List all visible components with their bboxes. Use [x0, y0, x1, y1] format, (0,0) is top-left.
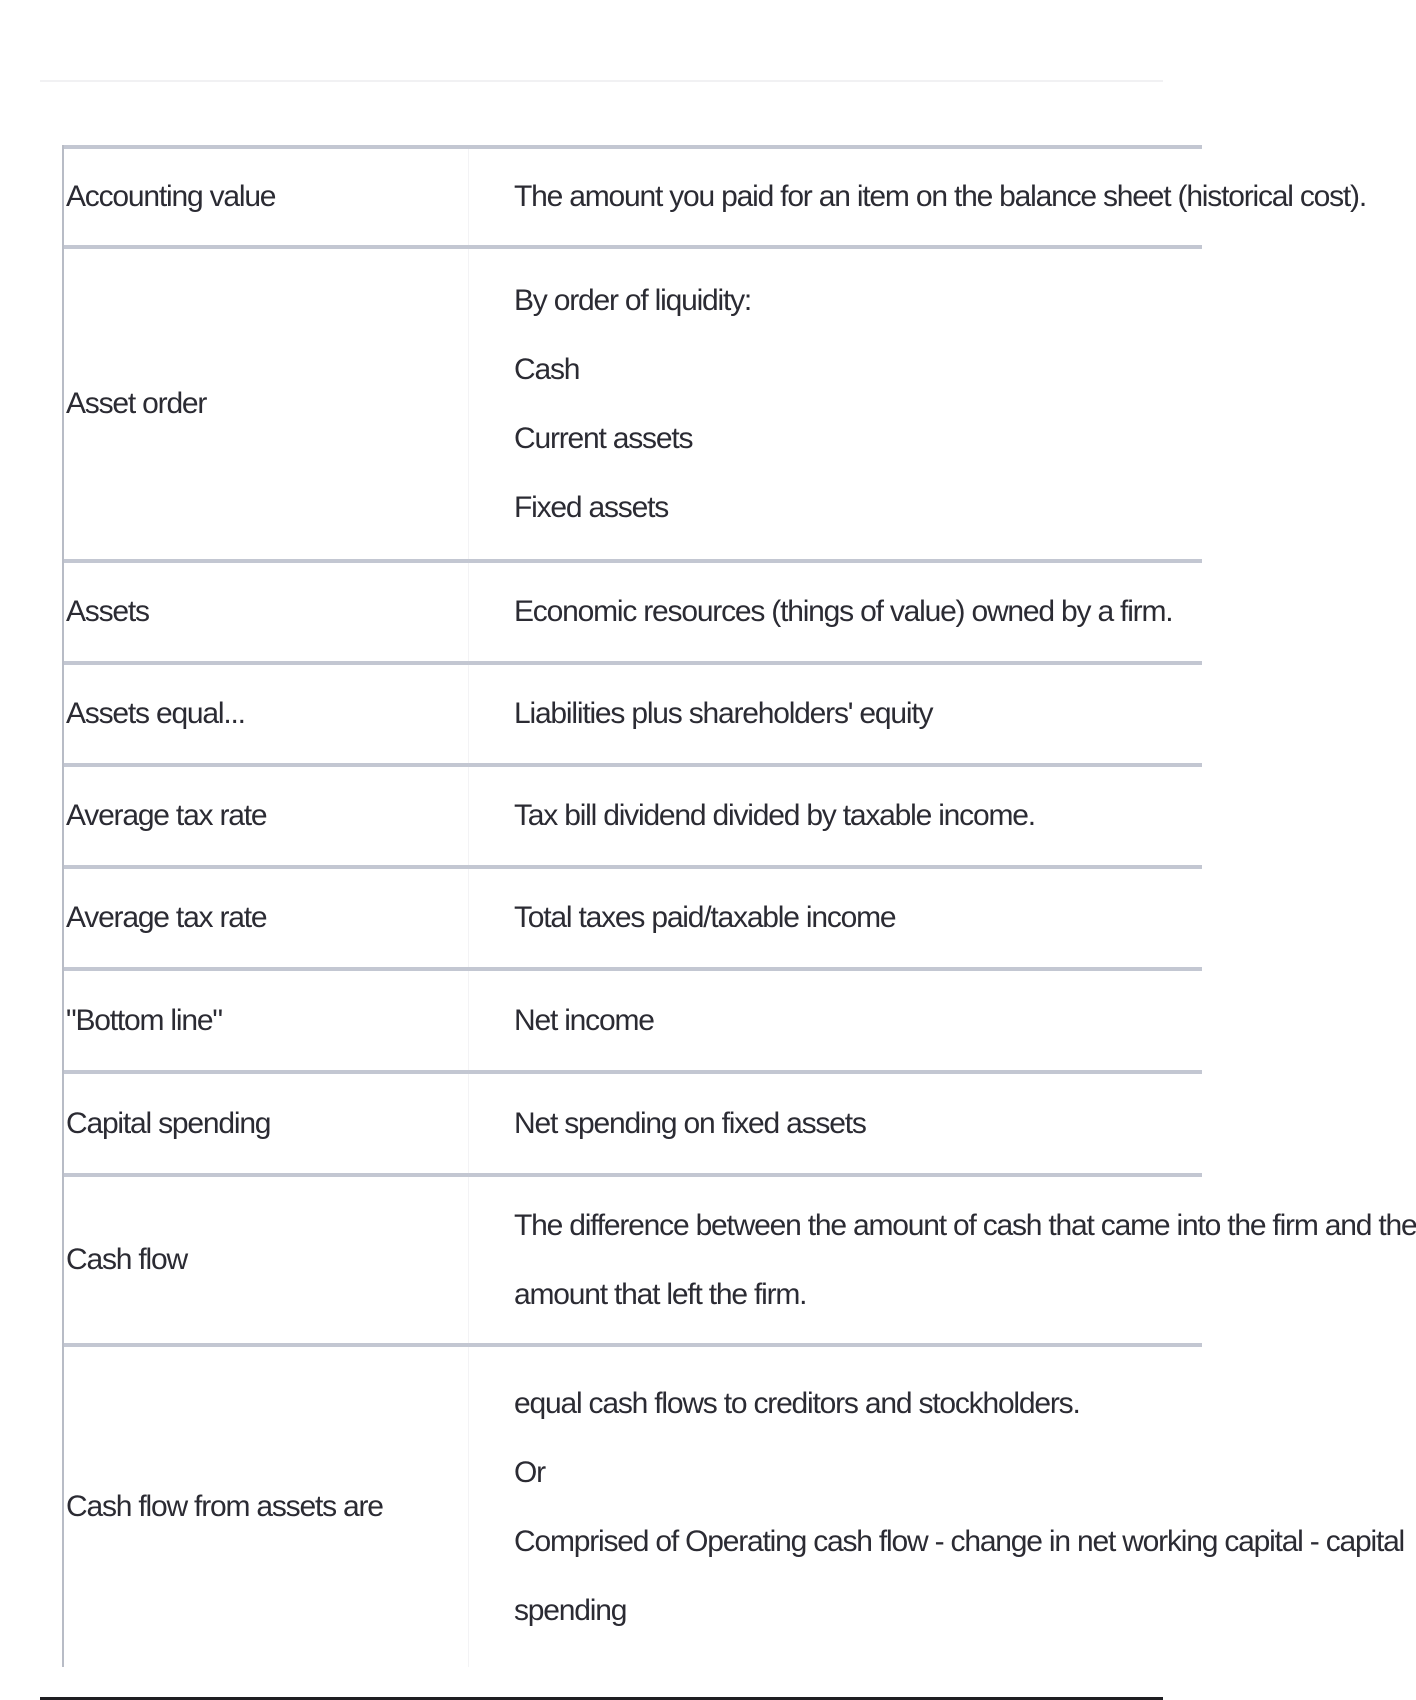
definition-line: The amount you paid for an item on the balance sheet (historical cost). — [514, 180, 1366, 213]
term-cell: Asset order — [64, 249, 469, 559]
definition-line: Total taxes paid/taxable income — [514, 901, 896, 934]
glossary-table — [62, 145, 1416, 1667]
definition-line: Or — [514, 1456, 545, 1489]
table-row — [64, 763, 1202, 865]
definition-line: Comprised of Operating cash flow - change in net working capital - capital — [514, 1525, 1405, 1558]
table-row — [64, 865, 1202, 967]
term-cell: Assets equal... — [64, 665, 469, 763]
top-divider — [40, 80, 1163, 82]
definition-cell — [469, 869, 1202, 967]
definition-line: Current assets — [514, 422, 693, 455]
definition-line: Cash — [514, 353, 580, 386]
term-cell: Cash flow — [64, 1177, 469, 1343]
table-row — [64, 1173, 1416, 1343]
definition-cell — [469, 665, 1202, 763]
table-row — [64, 1343, 1405, 1667]
table-row — [64, 967, 1202, 1070]
definition-line: By order of liquidity: — [514, 284, 752, 317]
term-cell: "Bottom line" — [64, 971, 469, 1070]
definition-cell — [469, 767, 1202, 865]
definition-line: amount that left the firm. — [514, 1278, 807, 1311]
term-cell: Average tax rate — [64, 869, 469, 967]
table-row — [64, 559, 1202, 661]
definition-cell — [469, 1347, 1404, 1667]
term-cell: Cash flow from assets are — [64, 1347, 469, 1667]
definition-line: Economic resources (things of value) owned by a firm. — [514, 595, 1173, 628]
definition-line: Liabilities plus shareholders' equity — [514, 697, 933, 730]
table-row — [64, 661, 1202, 763]
term-cell: Assets — [64, 563, 469, 661]
term-cell: Accounting value — [64, 149, 469, 245]
term-cell: Capital spending — [64, 1074, 469, 1173]
definition-line: Tax bill dividend divided by taxable income. — [514, 799, 1035, 832]
definition-line: Net spending on fixed assets — [514, 1106, 866, 1140]
term-cell: Average tax rate — [64, 767, 469, 865]
definition-line: Fixed assets — [514, 491, 668, 524]
definition-cell — [469, 1177, 1416, 1343]
definition-cell — [469, 1074, 1202, 1173]
definition-line: equal cash flows to creditors and stockholders. — [514, 1387, 1080, 1420]
definition-cell — [469, 971, 1202, 1070]
definition-line: The difference between the amount of cash that came into the firm and the — [514, 1209, 1416, 1242]
table-row — [64, 1070, 1202, 1173]
table-row — [64, 145, 1366, 245]
table-row — [64, 245, 1202, 559]
definition-cell — [469, 563, 1202, 661]
definition-line: Net income — [514, 1003, 654, 1037]
definition-line: spending — [514, 1594, 627, 1627]
definition-cell — [469, 249, 1202, 559]
definition-cell — [469, 149, 1366, 245]
